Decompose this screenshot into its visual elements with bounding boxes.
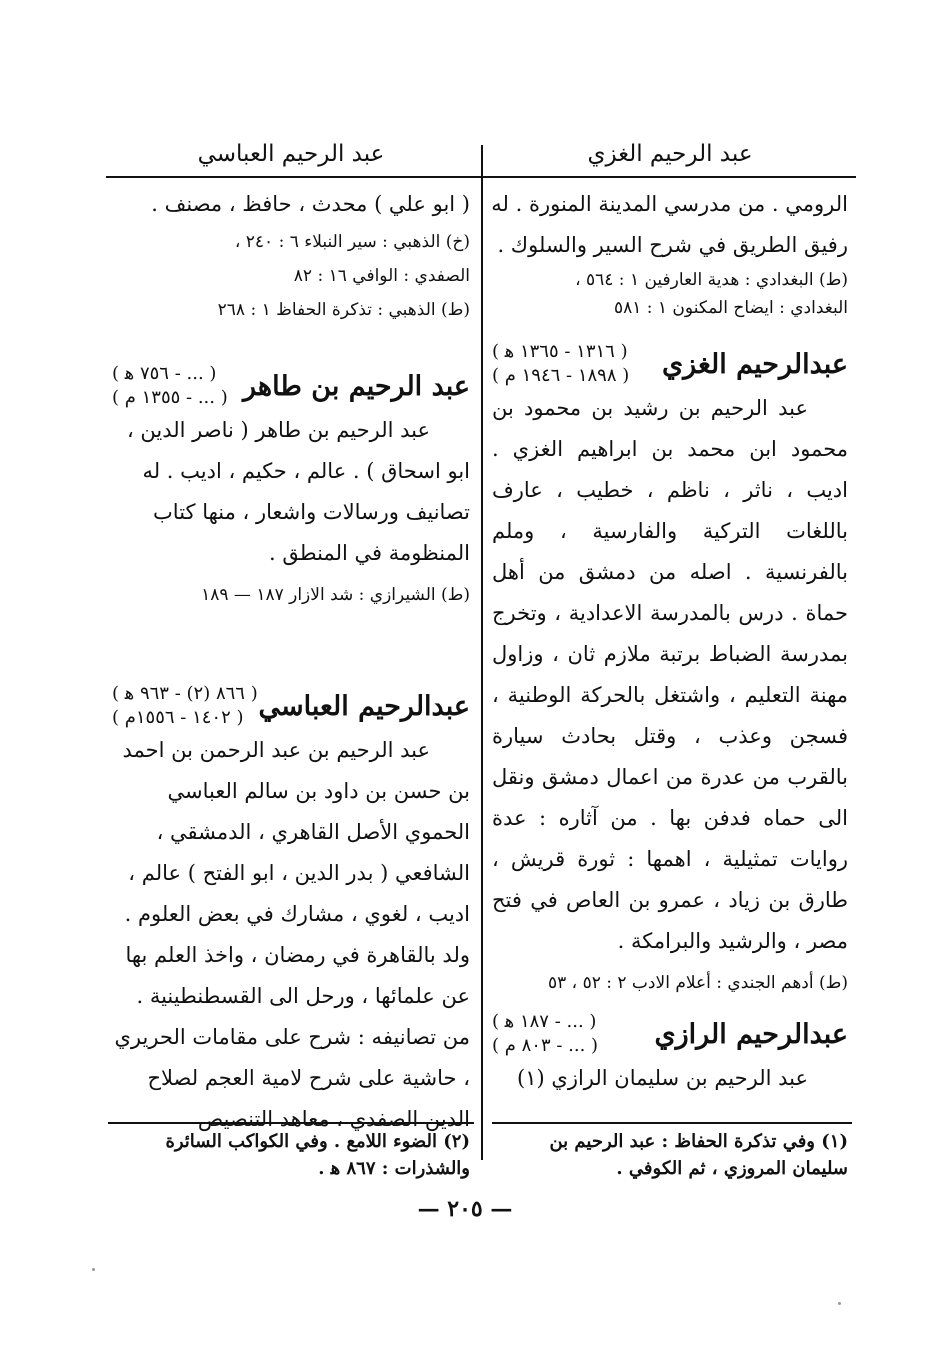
entry-heading [112, 682, 470, 730]
right-column [490, 138, 850, 170]
entry-heading [492, 1010, 848, 1058]
entry-name: عبد الرحيم بن طاهر [243, 370, 470, 402]
dates-hijri: ( ١٣١٦ - ١٣٦٥ ﻫ ) [492, 341, 628, 362]
entry-name: عبدالرحيم الرازي [654, 1018, 848, 1050]
left-intro-ref-3: (ط) الذهبي : تذكرة الحفاظ ١ : ٢٦٨ [217, 300, 470, 320]
column-divider [481, 145, 483, 1160]
dates-gregorian: ( ١٨٩٨ - ١٩٤٦ م ) [492, 365, 630, 386]
right-entry-ghazzi [492, 340, 848, 998]
entry-dates [112, 362, 228, 410]
left-entry-ibn-tahir [112, 362, 470, 610]
entry-name: عبدالرحيم العباسي [258, 690, 470, 722]
speck [838, 1302, 841, 1305]
running-head-left: عبد الرحيم العباسي [197, 141, 385, 167]
left-entry-abbasi [112, 682, 470, 1140]
page-number: — ٢٠٥ — [417, 1196, 513, 1222]
dates-hijri: ( ٨٦٦ (٢) - ٩٦٣ ﻫ ) [112, 683, 258, 704]
left-footnote [112, 1128, 470, 1182]
entry-heading [492, 340, 848, 388]
entry-refs: (ط) الشيرازي : شد الازار ١٨٧ — ١٨٩ [201, 585, 470, 605]
right-footnote [492, 1128, 848, 1182]
dates-gregorian: ( ... - ٨٠٣ م ) [492, 1035, 599, 1056]
running-head-right: عبد الرحيم الغزي [587, 141, 753, 167]
entry-body: عبد الرحيم بن عبد الرحمن بن احمد بن حسن بن داود بن سالم العباسي الحموي الأصل القاهري ، الدمشقي ، الشافعي ( بدر الدين ، ابو الفتح ) عالم ، اديب ، لغوي ، مشارك في بعض العلوم . ولد بالقاهرة في رمضان ، واخذ العلم بها عن علمائها ، ورحل الى القسطنطينية . من تصانيفه : شرح على مقامات الحريري ، حاشية على شرح لامية العجم لصلاح الدين الصفدي ، معاهد التنصيص [114, 738, 470, 1131]
entry-name: عبدالرحيم الغزي [661, 348, 848, 380]
left-intro [112, 184, 470, 327]
speck [92, 1268, 95, 1271]
entry-dates [492, 1010, 598, 1058]
left-intro-ref-2: الصفدي : الوافي ١٦ : ٨٢ [293, 266, 470, 286]
right-intro-ref-2: البغدادي : ايضاح المكنون ١ : ٥٨١ [613, 298, 848, 318]
right-intro [492, 184, 848, 322]
footnote-rule-right [492, 1122, 852, 1124]
dates-gregorian: ( ... - ١٣٥٥ م ) [112, 387, 228, 408]
right-intro-line-1: الرومي . من مدرسي المدينة المنورة . له [491, 192, 848, 216]
entry-heading [112, 362, 470, 410]
footnote-rule-left [108, 1122, 474, 1124]
right-entry-razi [492, 1010, 848, 1099]
entry-body: عبد الرحيم بن طاهر ( ناصر الدين ، ابو اسحاق ) . عالم ، حكيم ، اديب . له تصانيف ورسالات واشعار ، منها كتاب المنظومة في المنطق . [126, 418, 470, 565]
left-intro-line-1: ( ابو علي ) محدث ، حافظ ، مصنف . [151, 192, 470, 216]
entry-refs: (ط) أدهم الجندي : أعلام الادب ٢ : ٥٢ ، ٥٣ [548, 973, 848, 993]
entry-dates [492, 340, 629, 388]
entry-dates [112, 682, 258, 730]
footnote-2: (٢) الضوء اللامع . وفي الكواكب السائرة والشذرات : ٨٦٧ ﻫ . [165, 1131, 470, 1179]
dates-hijri: ( ... - ٧٥٦ ﻫ ) [112, 363, 217, 384]
left-column [110, 138, 472, 170]
left-intro-ref-1: (خ) الذهبي : سير النبلاء ٦ : ٢٤٠ ، [234, 232, 470, 252]
dates-hijri: ( ... - ١٨٧ ﻫ ) [492, 1011, 597, 1032]
entry-body: عبد الرحيم بن سليمان الرازي (١) [517, 1066, 808, 1090]
right-intro-line-2: رفيق الطريق في شرح السير والسلوك . [497, 233, 848, 257]
right-intro-ref-1: (ط) البغدادي : هدية العارفين ١ : ٥٦٤ ، [575, 270, 848, 290]
footnote-1: (١) وفي تذكرة الحفاظ : عبد الرحيم بن سليمان المروزي ، ثم الكوفي . [549, 1131, 848, 1179]
dates-gregorian: ( ١٤٠٢ - ١٥٥٦م ) [112, 707, 244, 728]
entry-body: عبد الرحيم بن رشيد بن محمود بن محمود ابن محمد بن ابراهيم الغزي . اديب ، ناثر ، ناظم ، خطيب ، عارف باللغات التركية والفارسية ، وملم بالفرنسية . اصله من دمشق من أهل حماة . درس بالمدرسة الاعدادية ، وتخرج بمدرسة الضباط برتبة ملازم ثان ، وزاول مهنة التعليم ، واشتغل بالحركة الوطنية ، فسجن وعذب ، وقتل بحادث سيارة بالقرب من عدرة من اعمال دمشق ونقل الى حماه فدفن بها . من آثاره : عدة روايات تمثيلية ، اهمها : ثورة قريش ، طارق بن زياد ، عمرو بن العاص في فتح مصر ، والرشيد والبرامكة . [492, 396, 848, 953]
